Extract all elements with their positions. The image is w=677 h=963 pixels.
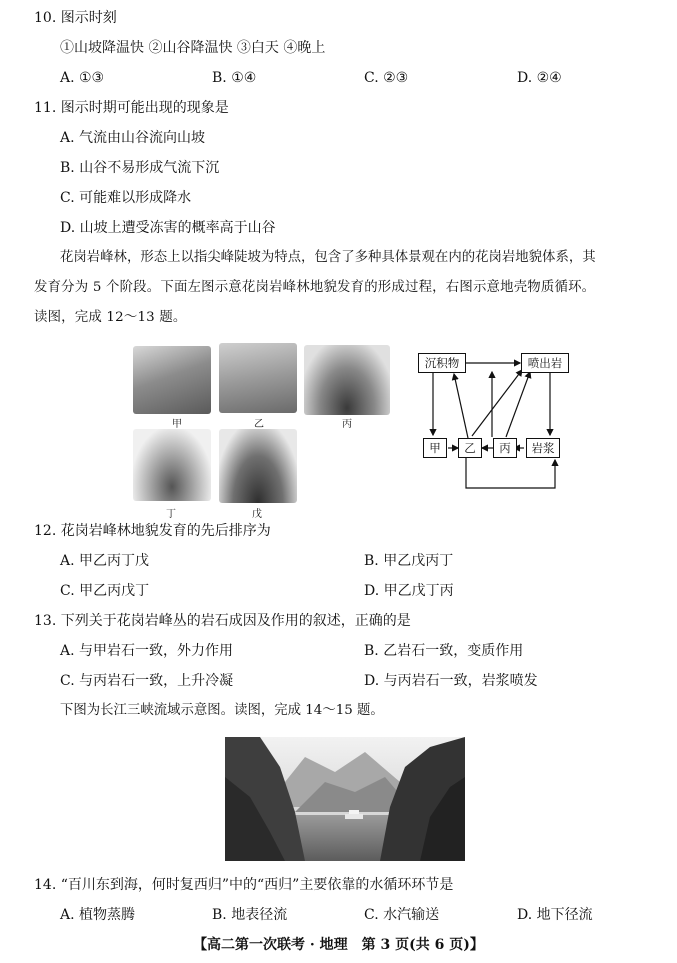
box-yi: 乙 [458, 438, 482, 458]
intro2-line1: 下图为长江三峡流域示意图。读图，完成 14～15 题。 [60, 703, 384, 718]
q14-option-c: C. 水汽输送 [364, 907, 440, 923]
q14-option-a: A. 植物蒸腾 [60, 907, 136, 923]
q11-option-b: B. 山谷不易形成气流下沉 [60, 160, 220, 176]
q11-option-a: A. 气流由山谷流向山坡 [60, 130, 206, 146]
rock-cycle-diagram [410, 340, 580, 500]
stage-wu-image [219, 429, 297, 503]
q10-statements: ①山坡降温快 ②山谷降温快 ③白天 ④晚上 [60, 40, 326, 56]
q12-option-c: C. 甲乙丙戊丁 [60, 583, 150, 599]
q11-option-d: D. 山坡上遭受冻害的概率高于山谷 [60, 220, 276, 236]
q10-option-a: A. ①③ [60, 70, 105, 86]
q13-option-d: D. 与丙岩石一致，岩浆喷发 [364, 673, 538, 689]
stage-label-ding: 丁 [166, 509, 176, 520]
q14-option-d: D. 地下径流 [517, 907, 593, 923]
q13-option-b: B. 乙岩石一致，变质作用 [364, 643, 524, 659]
stage-jia-image [133, 346, 211, 414]
q12-stem: 12. 花岗岩峰林地貌发育的先后排序为 [34, 523, 271, 539]
stage-ding-image [133, 429, 211, 501]
intro1-line1: 花岗岩峰林，形态上以指尖峰陡坡为特点，包含了多种具体景观在内的花岗岩地貌体系，其 [60, 250, 596, 265]
q11-option-c: C. 可能难以形成降水 [60, 190, 192, 206]
stage-label-jia: 甲 [172, 419, 182, 430]
box-extrusive-rock: 喷出岩 [521, 353, 569, 373]
box-sediment: 沉积物 [418, 353, 466, 373]
three-gorges-photo [225, 737, 465, 861]
q12-option-b: B. 甲乙戊丙丁 [364, 553, 454, 569]
q10-option-b: B. ①④ [212, 70, 257, 86]
q12-option-a: A. 甲乙丙丁戊 [60, 553, 150, 569]
page-footer: 【高二第一次联考 · 地理 第 3 页(共 6 页)】 [193, 937, 484, 953]
landform-stages-figure [130, 343, 400, 523]
q10-option-c: C. ②③ [364, 70, 409, 86]
three-gorges-scene [225, 737, 465, 861]
q13-option-a: A. 与甲岩石一致，外力作用 [60, 643, 234, 659]
box-bing: 丙 [493, 438, 517, 458]
q13-option-c: C. 与丙岩石一致，上升冷凝 [60, 673, 234, 689]
intro1-line3: 读图，完成 12～13 题。 [34, 310, 187, 325]
stage-bing-image [304, 345, 390, 415]
q11-stem: 11. 图示时期可能出现的现象是 [34, 100, 229, 116]
box-magma: 岩浆 [526, 438, 560, 458]
q13-stem: 13. 下列关于花岗岩峰丛的岩石成因及作用的叙述，正确的是 [34, 613, 411, 629]
box-jia: 甲 [423, 438, 447, 458]
stage-label-wu: 戊 [252, 509, 262, 520]
q12-option-d: D. 甲乙戊丁丙 [364, 583, 454, 599]
q10-option-d: D. ②④ [517, 70, 562, 86]
stage-label-bing: 丙 [342, 419, 352, 430]
q10-stem: 10. 图示时刻 [34, 10, 117, 26]
stage-yi-image [219, 343, 297, 413]
q14-stem: 14. “百川东到海，何时复西归”中的“西归”主要依靠的水循环环节是 [34, 877, 454, 893]
stage-label-yi: 乙 [254, 419, 264, 430]
intro1-line2: 发育分为 5 个阶段。下面左图示意花岗岩峰林地貌发育的形成过程，右图示意地壳物质循环。 [34, 280, 596, 295]
q14-option-b: B. 地表径流 [212, 907, 288, 923]
